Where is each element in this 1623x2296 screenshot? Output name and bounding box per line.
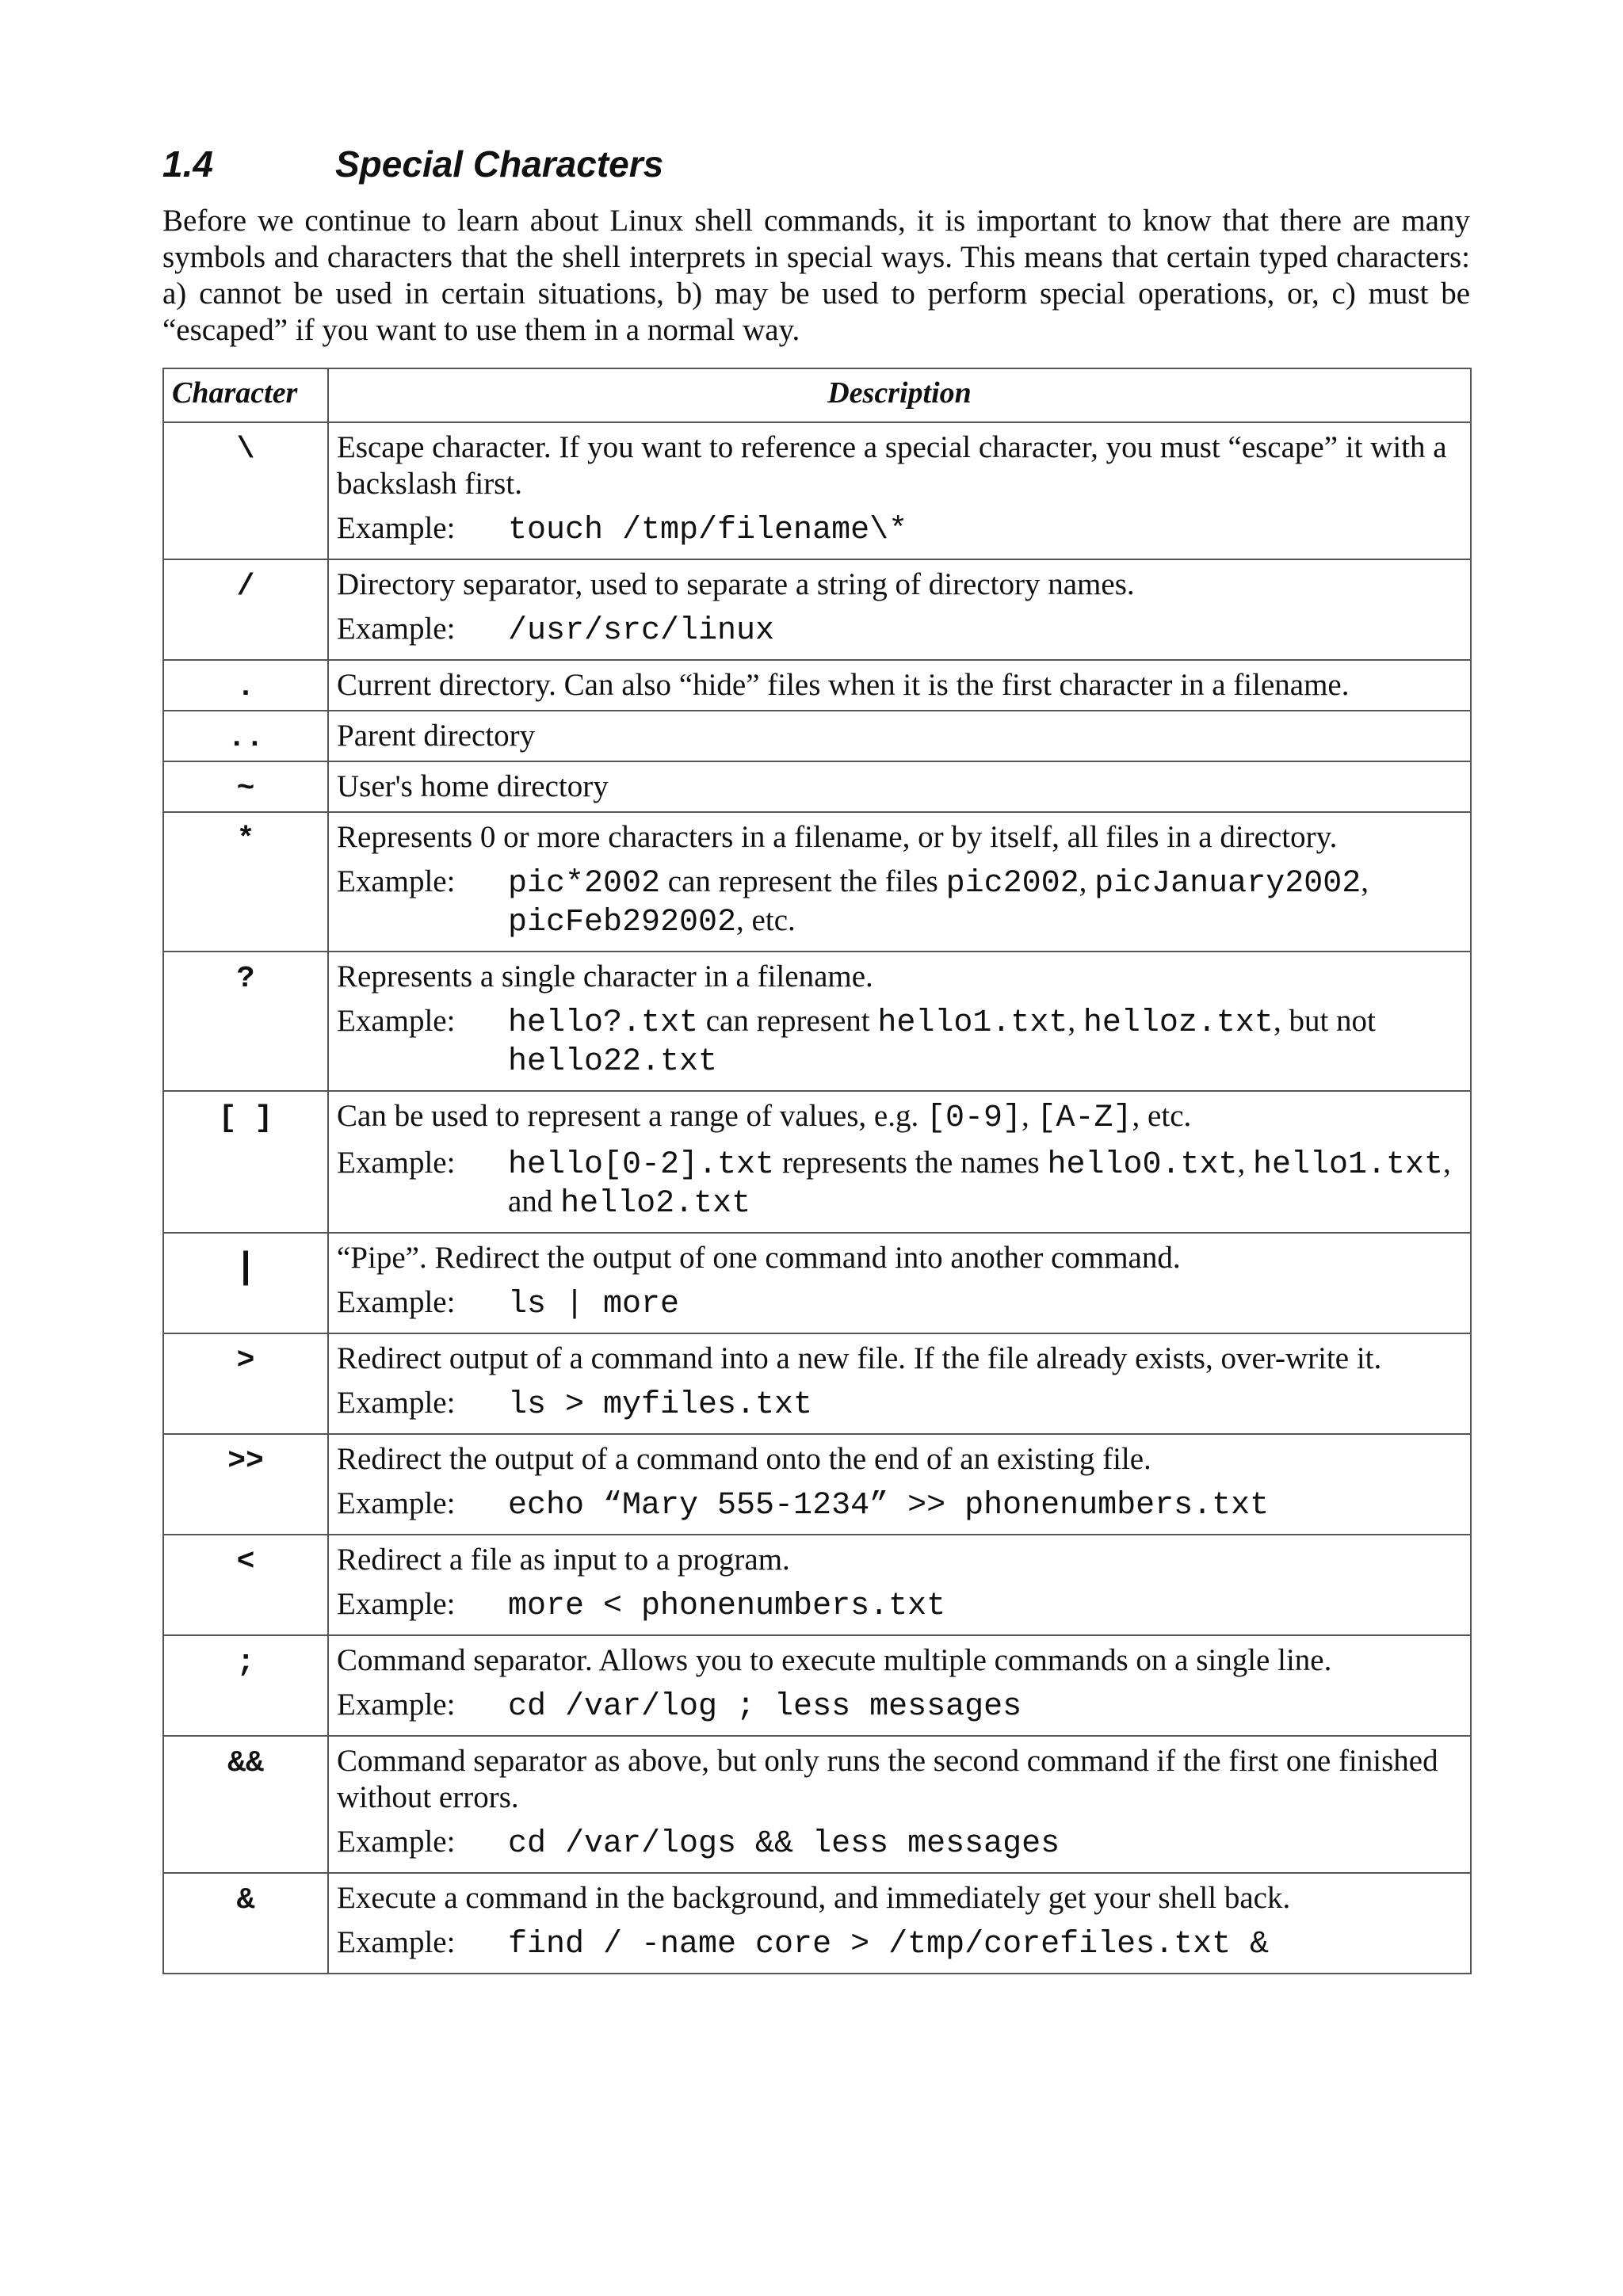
example-content <box>508 1145 1462 1222</box>
example-text: , <box>1361 864 1369 898</box>
description-cell <box>328 952 1471 1091</box>
example-code: hello2.txt <box>560 1186 751 1222</box>
example-content <box>508 1385 1462 1424</box>
section-title: Special Characters <box>335 143 664 185</box>
description-text: Current directory. Can also “hide” files when it is the first character in a filename. <box>337 668 1350 702</box>
table-body <box>163 422 1471 1974</box>
example-line <box>337 1385 1462 1424</box>
character-symbol: .. <box>227 721 264 755</box>
section-heading <box>162 143 1470 185</box>
character-cell <box>163 1635 328 1736</box>
example-label: Example: <box>337 1825 456 1859</box>
description-text: Execute a command in the background, and immediately get your shell back. <box>337 1881 1291 1915</box>
example-code: ls | more <box>508 1287 680 1322</box>
description-cell <box>328 711 1471 761</box>
example-line <box>337 1586 1462 1625</box>
example-text: , etc. <box>736 903 796 937</box>
example-label: Example: <box>337 864 456 898</box>
character-cell <box>163 1091 328 1233</box>
example-line <box>337 1003 1462 1081</box>
description-cell <box>328 1873 1471 1974</box>
example-code: hello0.txt <box>1047 1147 1238 1183</box>
example-code: touch /tmp/filename\* <box>508 513 908 548</box>
character-cell <box>163 761 328 812</box>
example-code: more < phonenumbers.txt <box>508 1589 946 1624</box>
table-row <box>163 1736 1471 1873</box>
example-code: helloz.txt <box>1083 1005 1274 1041</box>
description-text: Directory separator, used to separate a string of directory names. <box>337 567 1135 601</box>
example-content <box>508 1486 1462 1524</box>
example-content <box>508 864 1462 941</box>
example-label: Example: <box>337 1004 456 1038</box>
example-text: , <box>1067 1004 1083 1038</box>
example-line <box>337 1145 1462 1222</box>
code-fragment: [A-Z] <box>1037 1100 1132 1136</box>
example-content <box>508 1586 1462 1625</box>
table-row <box>163 1535 1471 1635</box>
table-row <box>163 952 1471 1091</box>
example-content <box>508 1284 1462 1323</box>
table-row <box>163 812 1471 952</box>
description-text: Escape character. If you want to reference a special character, you must “escape” it with a backslash first. <box>337 430 1447 501</box>
intro-paragraph: Before we continue to learn about Linux shell commands, it is important to know that there are many symbols and characters that the shell interprets in special ways. This means that certain typed characters: a) cannot be used in certain situations, b) may be used to perform special operations, or, c) must be “escaped” if you want to use them in a normal way. <box>162 204 1470 347</box>
example-label: Example: <box>337 1688 456 1722</box>
example-code: ls > myfiles.txt <box>508 1387 813 1423</box>
description-cell <box>328 761 1471 812</box>
example-text: , <box>1079 864 1095 898</box>
character-symbol: / <box>236 570 255 604</box>
example-line <box>337 1486 1462 1524</box>
example-text: can represent the files <box>660 864 946 898</box>
example-content <box>508 611 1462 650</box>
description-cell <box>328 1434 1471 1535</box>
character-cell <box>163 1434 328 1535</box>
table-row <box>163 1333 1471 1434</box>
example-line <box>337 864 1462 941</box>
character-cell <box>163 1873 328 1974</box>
description-cell <box>328 1233 1471 1333</box>
character-cell <box>163 812 328 952</box>
character-cell <box>163 952 328 1091</box>
example-text: , and <box>508 1146 1451 1219</box>
example-code: hello[0-2].txt <box>508 1147 775 1183</box>
section-number: 1.4 <box>162 143 213 185</box>
special-characters-table <box>162 368 1472 1974</box>
example-content <box>508 1824 1462 1863</box>
description-text: Redirect a file as input to a program. <box>337 1543 790 1577</box>
description-text: “Pipe”. Redirect the output of one command into another command. <box>337 1241 1181 1275</box>
table-row <box>163 660 1471 711</box>
character-symbol: && <box>227 1746 264 1780</box>
character-symbol: | <box>240 1244 251 1285</box>
character-cell <box>163 559 328 660</box>
table-row <box>163 1091 1471 1233</box>
example-line <box>337 1824 1462 1863</box>
example-label: Example: <box>337 1925 456 1959</box>
code-fragment: [0-9] <box>926 1100 1022 1136</box>
character-symbol: ~ <box>236 772 255 806</box>
table-row <box>163 761 1471 812</box>
character-symbol: \ <box>236 433 255 467</box>
example-line <box>337 1687 1462 1726</box>
example-code: hello1.txt <box>877 1005 1068 1041</box>
table-row <box>163 559 1471 660</box>
example-line <box>337 1284 1462 1323</box>
character-cell <box>163 1736 328 1873</box>
description-text: Parent directory <box>337 719 536 753</box>
example-text: , but not <box>1273 1004 1376 1038</box>
example-code: find / -name core > /tmp/corefiles.txt & <box>508 1927 1270 1962</box>
example-code: echo “Mary 555-1234” >> phonenumbers.txt <box>508 1488 1270 1524</box>
character-cell <box>163 1233 328 1333</box>
character-symbol: >> <box>227 1444 264 1478</box>
example-content <box>508 1003 1462 1081</box>
example-code: hello22.txt <box>508 1044 718 1080</box>
description-text <box>337 1098 1462 1137</box>
example-content <box>508 1924 1462 1963</box>
text-fragment: Can be used to represent a range of values, e.g. <box>337 1099 926 1133</box>
character-cell <box>163 660 328 711</box>
column-header-character: Character <box>163 368 328 422</box>
description-cell <box>328 1091 1471 1233</box>
character-symbol: > <box>236 1344 255 1378</box>
example-text: represents the names <box>774 1146 1048 1180</box>
table-row <box>163 711 1471 761</box>
example-text: can represent <box>698 1004 878 1038</box>
example-line <box>337 611 1462 650</box>
example-line <box>337 510 1462 549</box>
example-label: Example: <box>337 612 456 646</box>
column-header-description: Description <box>328 368 1471 422</box>
example-code: picJanuary2002 <box>1094 866 1361 902</box>
character-symbol: ? <box>236 962 255 996</box>
character-cell <box>163 711 328 761</box>
description-text: Represents a single character in a filename. <box>337 959 873 994</box>
description-cell <box>328 559 1471 660</box>
text-fragment: , <box>1022 1099 1037 1133</box>
description-text: Represents 0 or more characters in a filename, or by itself, all files in a directory. <box>337 820 1338 854</box>
description-text: Redirect output of a command into a new file. If the file already exists, over-write it. <box>337 1341 1382 1375</box>
description-text: Command separator. Allows you to execute multiple commands on a single line. <box>337 1643 1332 1677</box>
page <box>162 135 1470 1974</box>
example-line <box>337 1924 1462 1963</box>
table-row <box>163 1635 1471 1736</box>
example-code: /usr/src/linux <box>508 613 775 649</box>
description-cell <box>328 812 1471 952</box>
example-label: Example: <box>337 511 456 545</box>
example-code: cd /var/log ; less messages <box>508 1689 1022 1725</box>
description-text: Redirect the output of a command onto the end of an existing file. <box>337 1442 1151 1476</box>
example-label: Example: <box>337 1587 456 1621</box>
example-code: pic2002 <box>945 866 1079 902</box>
example-code: cd /var/logs && less messages <box>508 1826 1060 1862</box>
example-content <box>508 1687 1462 1726</box>
example-label: Example: <box>337 1146 456 1180</box>
description-cell <box>328 660 1471 711</box>
example-label: Example: <box>337 1486 456 1520</box>
character-symbol: * <box>236 822 255 856</box>
character-symbol: . <box>236 670 255 704</box>
character-symbol: [ ] <box>218 1101 273 1135</box>
example-code: pic*2002 <box>508 866 661 902</box>
table-row <box>163 1434 1471 1535</box>
description-cell <box>328 422 1471 559</box>
description-cell <box>328 1736 1471 1873</box>
description-cell <box>328 1333 1471 1434</box>
character-symbol: & <box>236 1883 255 1917</box>
table-row <box>163 1873 1471 1974</box>
description-cell <box>328 1535 1471 1635</box>
character-cell <box>163 1333 328 1434</box>
description-text: User's home directory <box>337 769 609 803</box>
description-cell <box>328 1635 1471 1736</box>
description-text: Command separator as above, but only runs the second command if the first one finished without errors. <box>337 1744 1438 1814</box>
table-row <box>163 422 1471 559</box>
text-fragment: , etc. <box>1132 1099 1192 1133</box>
character-symbol: < <box>236 1545 255 1579</box>
table-header-row <box>163 368 1471 422</box>
character-cell <box>163 1535 328 1635</box>
example-code: hello?.txt <box>508 1005 699 1041</box>
table-row <box>163 1233 1471 1333</box>
example-content <box>508 510 1462 549</box>
example-label: Example: <box>337 1285 456 1319</box>
character-symbol: ; <box>236 1646 255 1680</box>
example-code: hello1.txt <box>1252 1147 1444 1183</box>
example-code: picFeb292002 <box>508 905 737 940</box>
character-cell <box>163 422 328 559</box>
example-text: , <box>1237 1146 1253 1180</box>
example-label: Example: <box>337 1386 456 1420</box>
